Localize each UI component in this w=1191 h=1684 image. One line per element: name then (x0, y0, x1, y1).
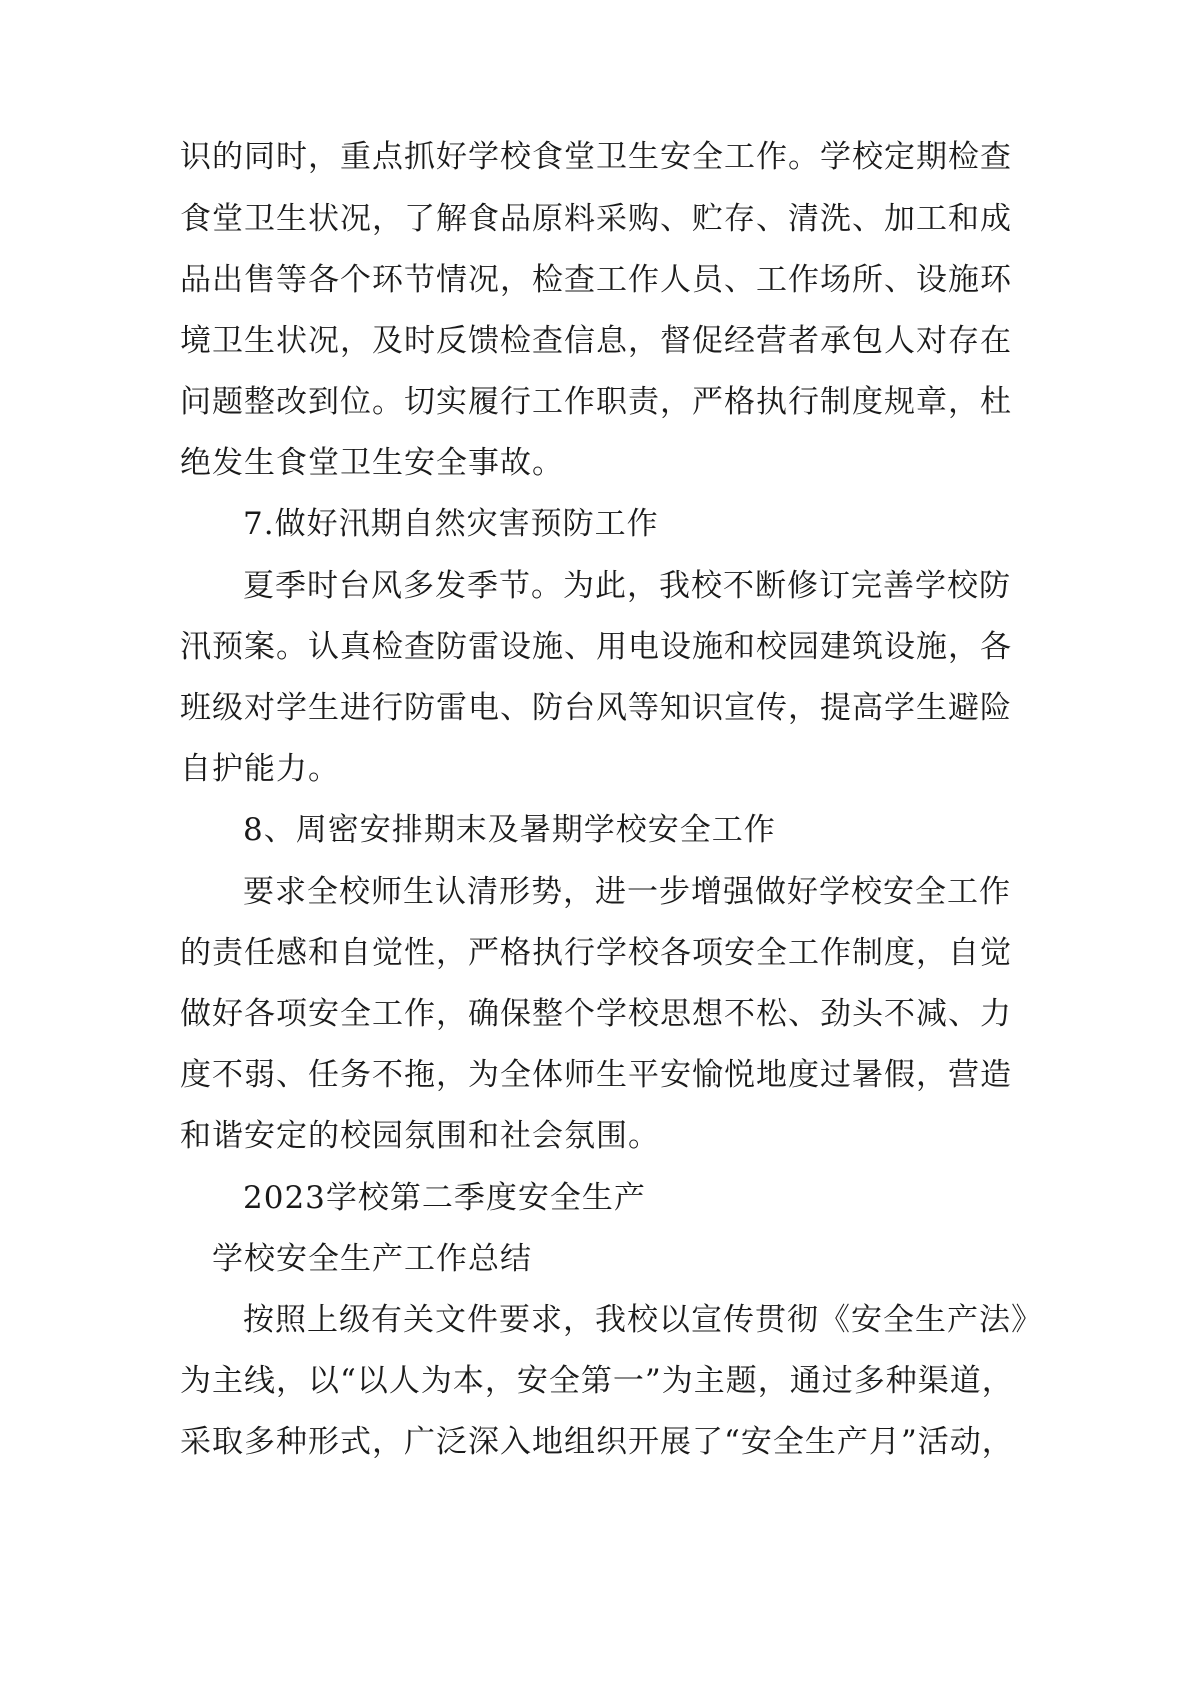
paragraph-line: 度不弱、任务不拖，为全体师生平安愉悦地度过暑假，营造 (180, 1057, 1012, 1093)
document-subtitle: 学校安全生产工作总结 (212, 1241, 532, 1277)
paragraph-line: 和谐安定的校园氛围和社会氛围。 (180, 1118, 660, 1154)
paragraph-line: 绝发生食堂卫生安全事故。 (180, 445, 564, 481)
paragraph-line: 问题整改到位。切实履行工作职责，严格执行制度规章，杜 (180, 384, 1012, 420)
paragraph-line: 夏季时台风多发季节。为此，我校不断修订完善学校防 (243, 568, 1011, 604)
paragraph-line: 境卫生状况，及时反馈检查信息，督促经营者承包人对存在 (180, 323, 1012, 359)
paragraph-line: 品出售等各个环节情况，检查工作人员、工作场所、设施环 (180, 262, 1012, 298)
paragraph-line: 的责任感和自觉性，严格执行学校各项安全工作制度，自觉 (180, 935, 1012, 971)
paragraph-line: 按照上级有关文件要求，我校以宣传贯彻《安全生产法》 (243, 1302, 1043, 1338)
paragraph-line: 做好各项安全工作，确保整个学校思想不松、劲头不减、力 (180, 996, 1012, 1032)
section-heading-7: 7.做好汛期自然灾害预防工作 (243, 506, 659, 542)
paragraph-line: 班级对学生进行防雷电、防台风等知识宣传，提高学生避险 (180, 690, 1012, 726)
paragraph-line: 要求全校师生认清形势，进一步增强做好学校安全工作 (243, 874, 1011, 910)
paragraph-line: 自护能力。 (180, 751, 340, 787)
document-title: 2023学校第二季度安全生产 (243, 1180, 646, 1216)
section-heading-8: 8、周密安排期末及暑期学校安全工作 (243, 812, 776, 848)
paragraph-line: 食堂卫生状况，了解食品原料采购、贮存、清洗、加工和成 (180, 201, 1012, 237)
paragraph-line: 采取多种形式，广泛深入地组织开展了“安全生产月”活动， (180, 1424, 1014, 1460)
paragraph-line: 识的同时，重点抓好学校食堂卫生安全工作。学校定期检查 (180, 139, 1012, 175)
paragraph-line: 汛预案。认真检查防雷设施、用电设施和校园建筑设施，各 (180, 629, 1012, 665)
paragraph-line: 为主线，以“以人为本，安全第一”为主题，通过多种渠道， (180, 1363, 1014, 1399)
